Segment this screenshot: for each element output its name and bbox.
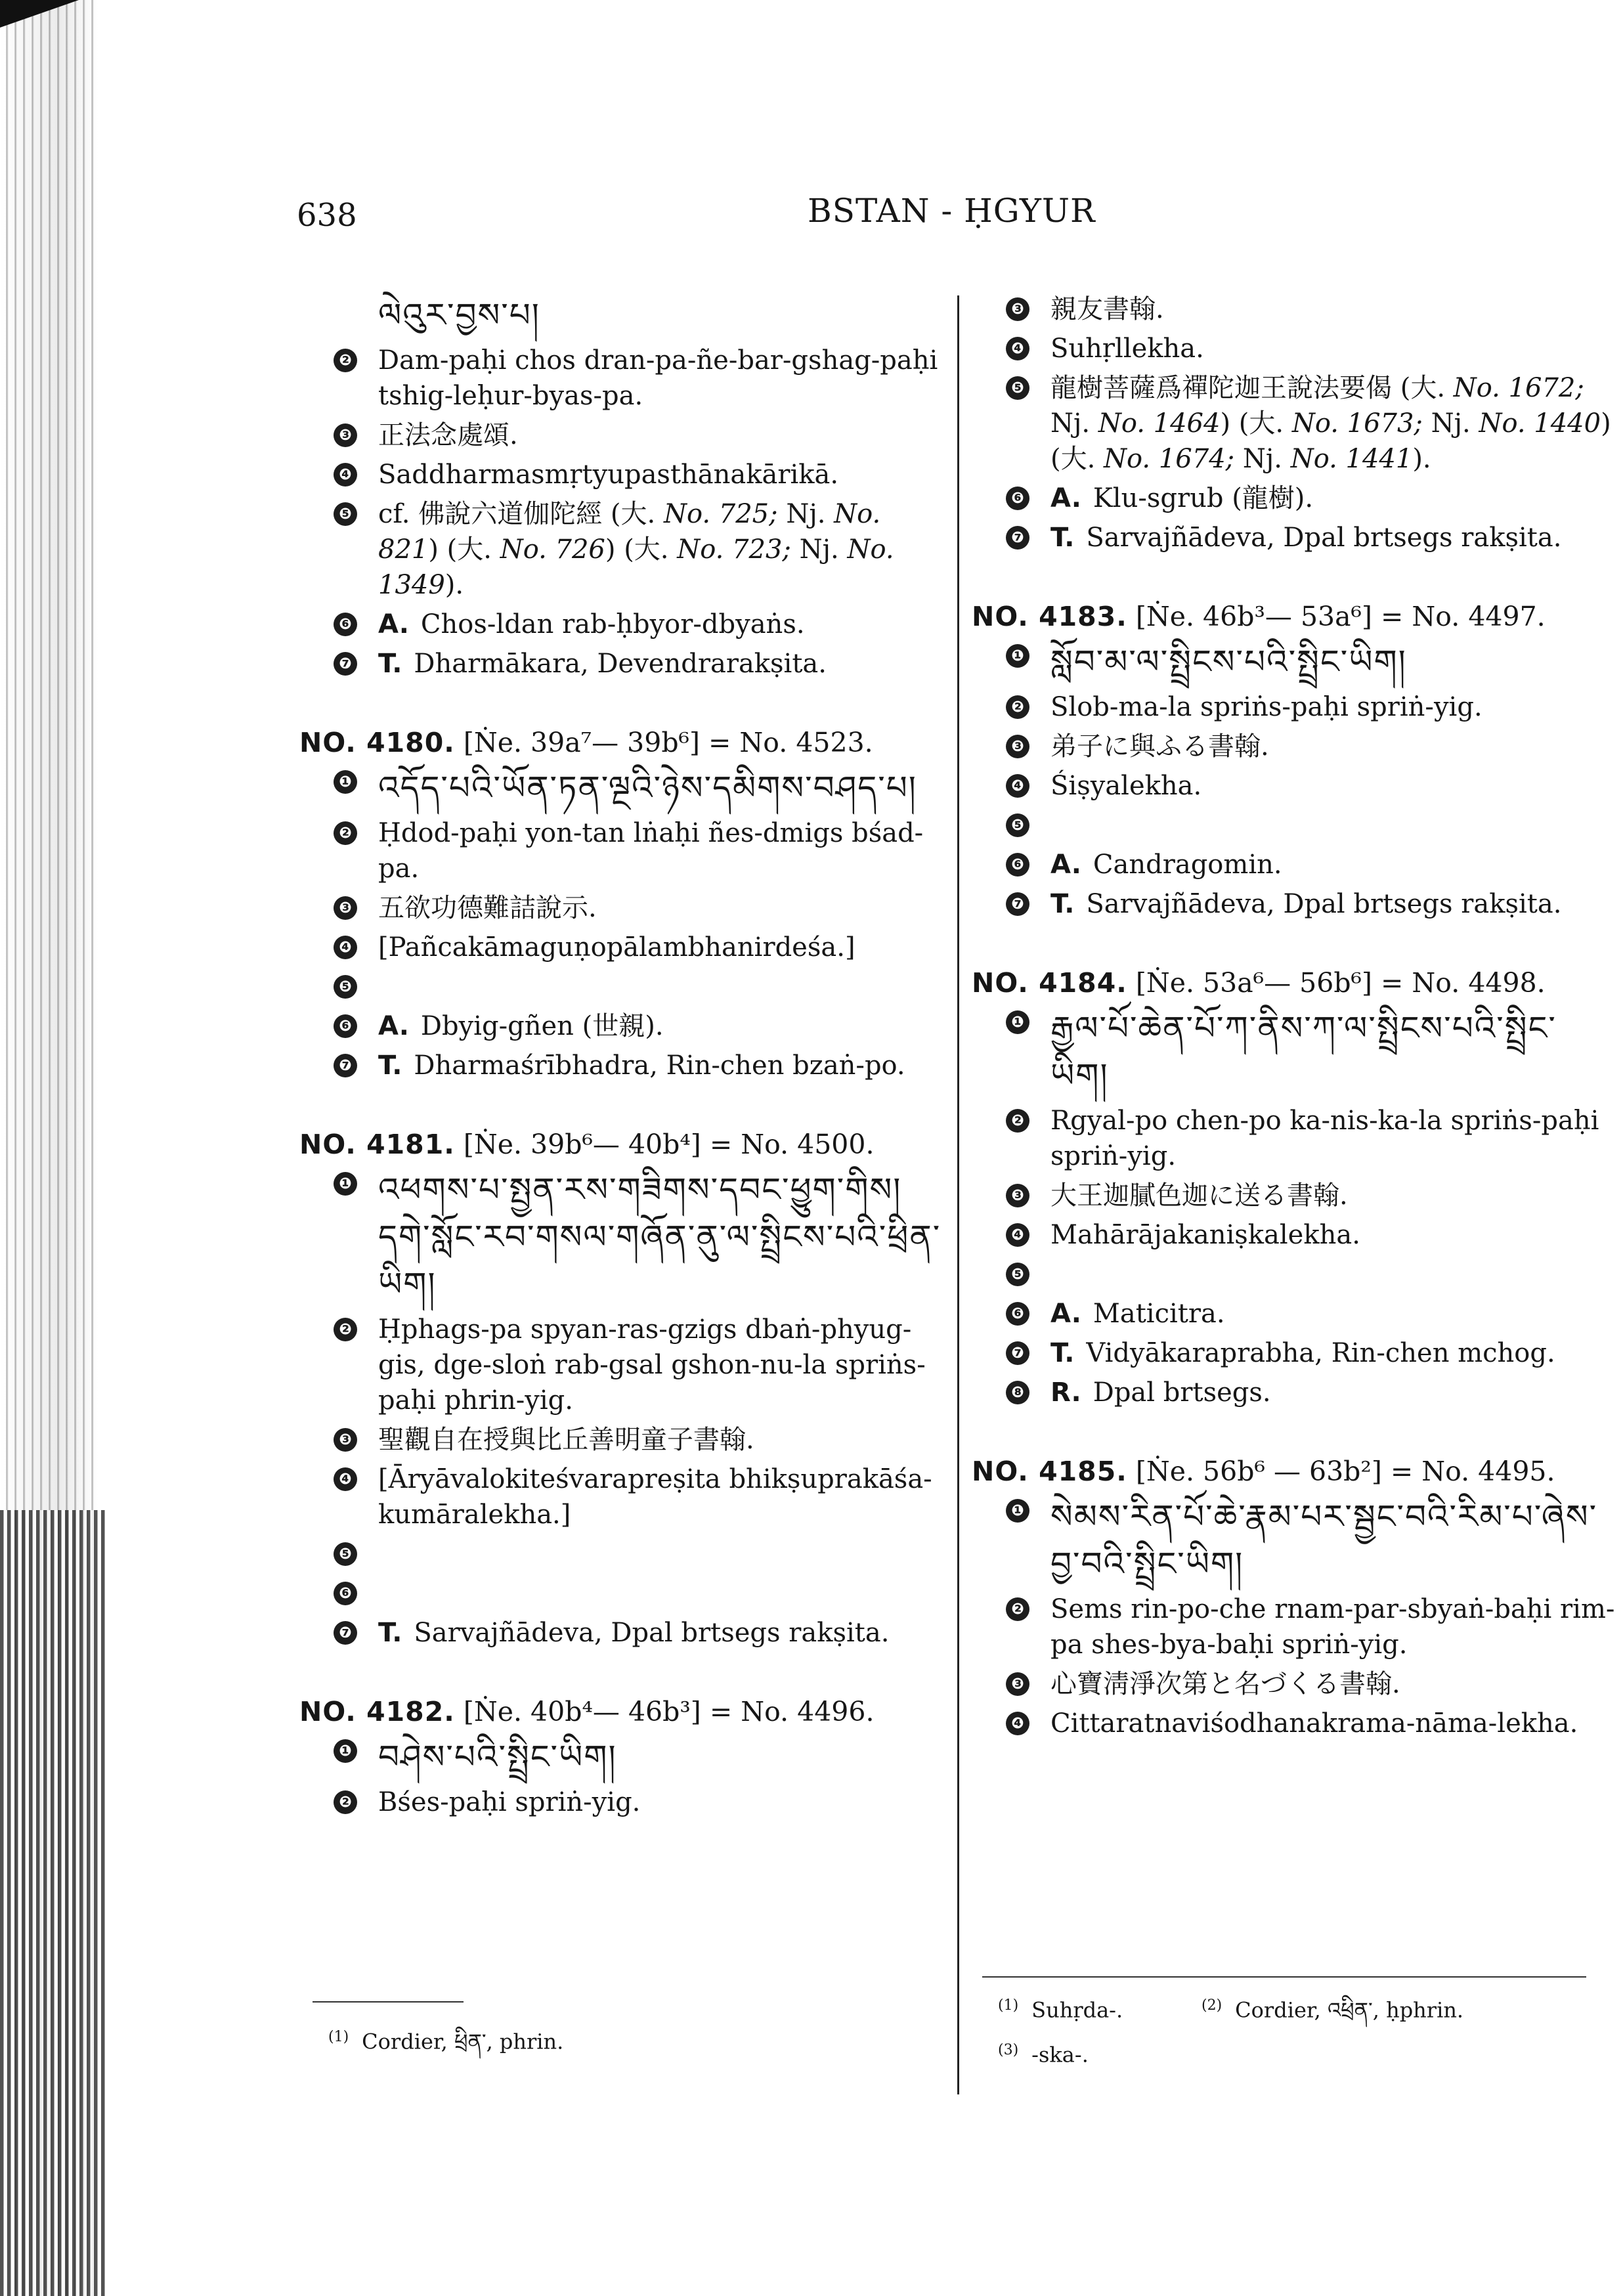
entry-number: NO. 4184.	[972, 967, 1127, 999]
footnote-right-3: $^{(3)}$ -ska-.	[998, 2042, 1089, 2068]
author: Candragomin.	[1093, 850, 1282, 880]
right-column	[972, 288, 1615, 1785]
translator-role: T.	[378, 1051, 402, 1081]
entry-4185	[972, 1454, 1615, 1741]
field-marker-3: ❸	[1006, 297, 1029, 321]
chinese-title: 五欲功德難詰說示.	[378, 893, 597, 923]
field-marker-5: ❺	[1006, 376, 1029, 400]
chinese-title: 正法念處頌.	[378, 420, 518, 450]
entry-heading	[299, 1127, 943, 1162]
author-role: A.	[378, 609, 409, 639]
field-marker-8: ❽	[1006, 1381, 1029, 1404]
author: Chos-ldan rab-ḥbyor-dbyaṅs.	[420, 609, 805, 639]
translator-role: T.	[1050, 1338, 1075, 1368]
tibetan-title: སེམས་རིན་པོ་ཆེ་རྣམ་པར་སྦྱང་བའི་རིམ་པ་ཞེས་ བྱ་བའི་སྤྲིང་ཡིག།	[1050, 1498, 1598, 1583]
field-marker-6: ❻	[1006, 487, 1029, 510]
translator: Dharmākara, Devendrarakṣita.	[414, 649, 827, 679]
entry-reference: [Ṅe. 56b⁶ — 63b²] = No. 4495.	[1135, 1456, 1555, 1487]
entry-4180	[299, 725, 943, 1083]
scan-binding-shadow	[0, 1510, 108, 2296]
chinese-title: 親友書翰.	[1050, 294, 1164, 324]
field-marker-3: ❸	[1006, 1184, 1029, 1207]
tibetan-title: རྒྱལ་པོ་ཆེན་པོ་ཀ་ནིས་ཀ་ལ་སྤྲིངས་པའི་སྤྲིང་ ཡིག།	[1050, 1009, 1557, 1094]
author-role: A.	[378, 1011, 409, 1041]
japanese-title: 弟子に與ふる書翰.	[1050, 731, 1269, 762]
tibetan-title: བཤེས་པའི་སྤྲིང་ཡིག།	[378, 1738, 617, 1776]
entry-carryover-right	[972, 292, 1615, 555]
field-marker-4: ❹	[334, 936, 357, 959]
field-marker-6: ❻	[1006, 853, 1029, 877]
translator: Sarvajñādeva, Dpal brtsegs rakṣita.	[414, 1618, 890, 1648]
field-marker-4: ❹	[334, 1467, 357, 1491]
translator: Dharmaśrībhadra, Rin-chen bzaṅ-po.	[414, 1051, 905, 1081]
field-marker-2: ❷	[1006, 695, 1029, 719]
field-marker-2: ❷	[334, 1318, 357, 1341]
entry-heading	[299, 725, 943, 760]
field-marker-5: ❺	[334, 1542, 357, 1566]
cross-reference: 龍樹菩薩爲禪陀迦王說法要偈 (大. No. 1672; Nj. No. 1464) (大. No. 1673; Nj. No. 1440) (大. No. 1674; Nj. No. 1441).	[1050, 373, 1611, 474]
left-column	[299, 288, 943, 1863]
field-marker-7: ❼	[1006, 1341, 1029, 1365]
field-marker-5: ❺	[334, 975, 357, 999]
scan-corner-mark	[0, 0, 79, 28]
translator-role: T.	[1050, 523, 1075, 553]
field-marker-2: ❷	[334, 821, 357, 845]
transliterated-title: Bśes-paḥi spriṅ-yig.	[378, 1787, 641, 1817]
entry-carryover-left	[299, 292, 943, 682]
field-marker-3: ❸	[1006, 1672, 1029, 1696]
author-role: A.	[1050, 850, 1081, 880]
author: Dbyig-gñen (世親).	[420, 1011, 664, 1041]
field-marker-7: ❼	[1006, 892, 1029, 916]
entry-reference: [Ṅe. 39a⁷— 39b⁶] = No. 4523.	[463, 727, 873, 758]
field-marker-5: ❺	[334, 502, 357, 526]
translator: Vidyākaraprabha, Rin-chen mchog.	[1086, 1338, 1555, 1368]
tibetan-title: འདོད་པའི་ཡོན་ཏན་ལྔའི་ཉེས་དམིགས་བཤད་པ།	[378, 769, 917, 807]
field-marker-6: ❻	[334, 1582, 357, 1605]
field-marker-2: ❷	[334, 349, 357, 372]
field-marker-1: ❶	[1006, 1010, 1029, 1034]
entry-heading	[972, 599, 1615, 634]
entry-number: NO. 4181.	[299, 1129, 455, 1160]
entry-heading	[972, 965, 1615, 1001]
field-marker-3: ❸	[1006, 735, 1029, 758]
transliterated-title: Sems rin-po-che rnam-par-sbyaṅ-baḥi rim-pa shes-bya-baḥi spriṅ-yig.	[1050, 1594, 1615, 1660]
field-marker-2: ❷	[1006, 1597, 1029, 1621]
field-marker-4: ❹	[1006, 774, 1029, 798]
field-marker-1: ❶	[1006, 1499, 1029, 1523]
page-number: 638	[297, 197, 357, 234]
field-marker-1: ❶	[334, 1739, 357, 1763]
entry-reference: [Ṅe. 39b⁶— 40b⁴] = No. 4500.	[463, 1129, 875, 1160]
japanese-title: 大王迦膩色迦に送る書翰.	[1050, 1180, 1348, 1211]
entry-number: NO. 4182.	[299, 1696, 455, 1727]
author: Klu-sgrub (龍樹).	[1093, 483, 1314, 513]
entry-reference: [Ṅe. 53a⁶— 56b⁶] = No. 4498.	[1135, 967, 1546, 999]
field-marker-4: ❹	[1006, 337, 1029, 360]
transliterated-title: Ḥdod-paḥi yon-tan lṅaḥi ñes-dmigs bśad-pa.	[378, 818, 924, 884]
entry-4183	[972, 599, 1615, 922]
transliterated-title: Slob-ma-la spriṅs-paḥi spriṅ-yig.	[1050, 692, 1482, 722]
translator-role: T.	[378, 1618, 402, 1648]
field-marker-4: ❹	[1006, 1712, 1029, 1735]
column-divider	[957, 295, 959, 2094]
transliterated-title: Dam-paḥi chos dran-pa-ñe-bar-gshag-paḥi tshig-leḥur-byas-pa.	[378, 345, 938, 411]
sanskrit-title: Saddharmasmṛtyupasthānakārikā.	[378, 460, 839, 490]
entry-number: NO. 4185.	[972, 1456, 1127, 1487]
translator-role: T.	[378, 649, 402, 679]
sanskrit-title: Cittaratnaviśodhanakrama-nāma-lekha.	[1050, 1708, 1578, 1739]
field-marker-7: ❼	[334, 1621, 357, 1645]
running-head: BSTAN - ḤGYUR	[808, 192, 1096, 230]
field-marker-1: ❶	[334, 1172, 357, 1196]
cross-reference: cf. 佛說六道伽陀經 (大. No. 725; Nj. No. 821) (大. No. 726) (大. No. 723; Nj. No. 1349).	[378, 499, 894, 600]
field-marker-5: ❺	[1006, 813, 1029, 837]
transliterated-title: Ḥphags-pa spyan-ras-gzigs dbaṅ-phyug-gis, dge-sloṅ rab-gsal gshon-nu-la spriṅs-paḥi phrin-yig.	[378, 1314, 926, 1416]
field-marker-1: ❶	[334, 770, 357, 794]
field-marker-4: ❹	[1006, 1223, 1029, 1247]
entry-heading	[972, 1454, 1615, 1489]
field-marker-3: ❸	[334, 896, 357, 920]
tibetan-title: འཕགས་པ་སྤྱན་རས་གཟིགས་དབང་ཕྱུག་གིས། དགེ་སློང་རབ་གསལ་གཞོན་ནུ་ལ་སྤྲིངས་པའི་ཕྲིན་ ཡིག།	[378, 1171, 941, 1303]
sanskrit-title: [Pañcakāmaguṇopālambhanirdeśa.]	[378, 932, 855, 963]
field-marker-7: ❼	[1006, 526, 1029, 550]
chinese-title: 聖觀自在授與比丘善明童子書翰.	[378, 1425, 754, 1455]
field-marker-6: ❻	[334, 613, 357, 636]
entry-4184	[972, 965, 1615, 1410]
sanskrit-title: Śiṣyalekha.	[1050, 771, 1202, 801]
sanskrit-title: Mahārājakaniṣkalekha.	[1050, 1220, 1360, 1250]
sanskrit-title: [Āryāvalokiteśvarapreṣita bhikṣuprakāśa-kumāralekha.]	[378, 1464, 932, 1530]
field-marker-6: ❻	[1006, 1302, 1029, 1326]
tibetan-title: སློབ་མ་ལ་སྤྲིངས་པའི་སྤྲིང་ཡིག།	[1050, 643, 1407, 681]
footnote-rule-right	[982, 1976, 1586, 1978]
field-marker-5: ❺	[1006, 1263, 1029, 1286]
field-marker-2: ❷	[334, 1790, 357, 1814]
sanskrit-title: Suhṛllekha.	[1050, 334, 1204, 364]
transliterated-title: Rgyal-po chen-po ka-nis-ka-la spriṅs-paḥi spriṅ-yig.	[1050, 1106, 1599, 1171]
field-marker-6: ❻	[334, 1014, 357, 1038]
footnote-right-1: $^{(1)}$ Suhṛda-.	[998, 1997, 1123, 2023]
author: Maticitra.	[1093, 1299, 1225, 1329]
tibetan-title: ལེའུར་བྱས་པ།	[378, 296, 540, 334]
footnote-right-2: $^{(2)}$ Cordier, འཕྲིན་, ḥphrin.	[1201, 1997, 1464, 2023]
field-marker-4: ❹	[334, 463, 357, 487]
reviser: Dpal brtsegs.	[1093, 1377, 1271, 1408]
entry-number: NO. 4180.	[299, 727, 455, 758]
entry-4182	[299, 1694, 943, 1820]
translator: Sarvajñādeva, Dpal brtsegs rakṣita.	[1086, 523, 1562, 553]
translator-role: T.	[1050, 889, 1075, 919]
field-marker-3: ❸	[334, 1428, 357, 1452]
japanese-title: 心寶淸淨次第と名づくる書翰.	[1050, 1669, 1400, 1699]
entry-reference: [Ṅe. 40b⁴— 46b³] = No. 4496.	[463, 1696, 875, 1727]
entry-reference: [Ṅe. 46b³— 53a⁶] = No. 4497.	[1135, 601, 1546, 632]
field-marker-3: ❸	[334, 423, 357, 447]
translator: Sarvajñādeva, Dpal brtsegs rakṣita.	[1086, 889, 1562, 919]
reviser-role: R.	[1050, 1377, 1081, 1408]
entry-4181	[299, 1127, 943, 1651]
field-marker-7: ❼	[334, 1054, 357, 1077]
field-marker-7: ❼	[334, 652, 357, 676]
author-role: A.	[1050, 1299, 1081, 1329]
entry-heading	[299, 1694, 943, 1729]
field-marker-1: ❶	[1006, 644, 1029, 668]
footnote-left: $^{(1)}$ Cordier, ཕྲིན་, phrin.	[328, 2029, 564, 2054]
entry-number: NO. 4183.	[972, 601, 1127, 632]
footnote-rule-left	[313, 2001, 464, 2003]
field-marker-2: ❷	[1006, 1109, 1029, 1133]
author-role: A.	[1050, 483, 1081, 513]
